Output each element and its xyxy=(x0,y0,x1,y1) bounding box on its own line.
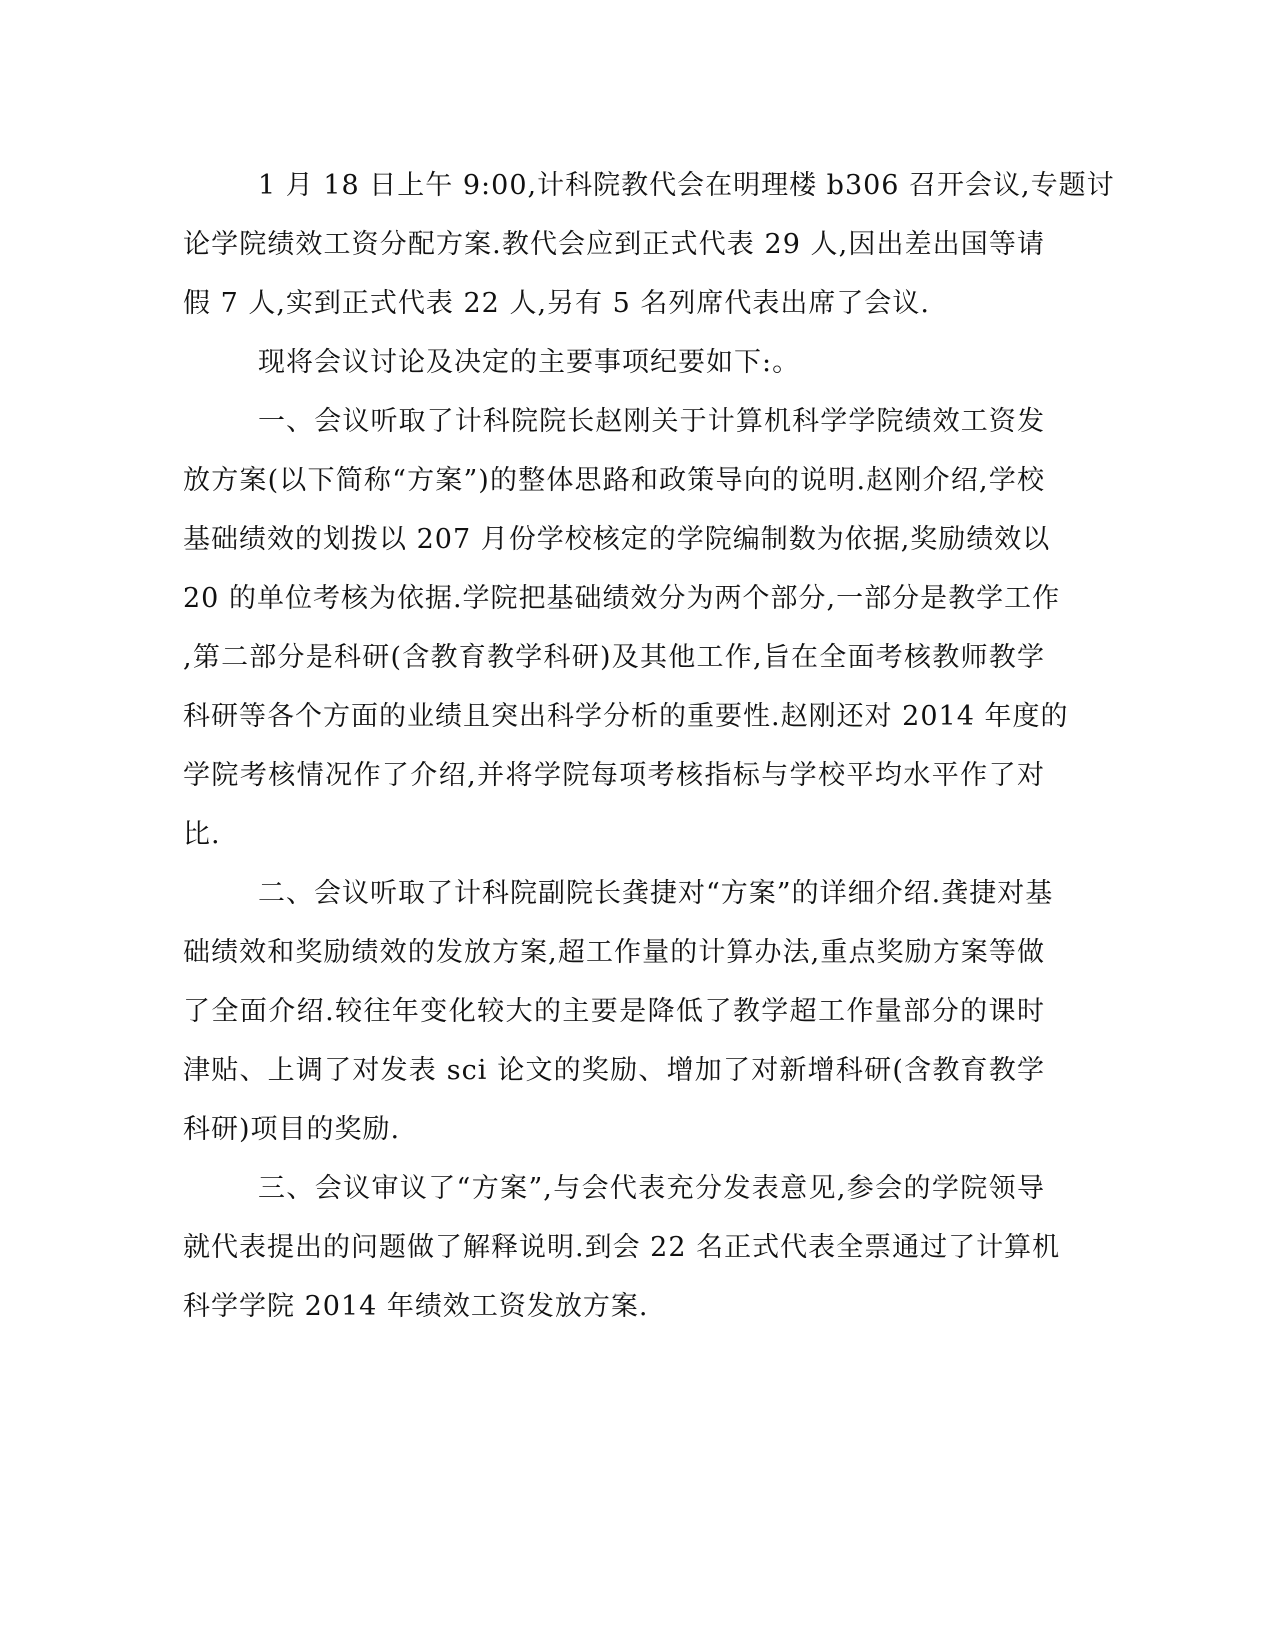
paragraph-item-two xyxy=(183,864,1054,1159)
text-line: ,第二部分是科研(含教育教学科研)及其他工作,旨在全面考核教师教学 xyxy=(183,642,1045,673)
text-line: 科研)项目的奖励. xyxy=(183,1114,401,1145)
paragraph-summary-lead xyxy=(183,333,1045,392)
text-line: 现将会议讨论及决定的主要事项纪要如下:。 xyxy=(258,347,801,378)
text-line: 学院考核情况作了介绍,并将学院每项考核指标与学校平均水平作了对 xyxy=(183,760,1045,791)
text-line: 就代表提出的问题做了解释说明.到会 22 名正式代表全票通过了计算机 xyxy=(183,1232,1061,1263)
text-line: 论学院绩效工资分配方案.教代会应到正式代表 29 人,因出差出国等请 xyxy=(183,229,1045,260)
text-line: 科学学院 2014 年绩效工资发放方案. xyxy=(183,1291,649,1322)
paragraph-item-three xyxy=(183,1159,1061,1336)
text-line: 假 7 人,实到正式代表 22 人,另有 5 名列席代表出席了会议. xyxy=(183,288,930,319)
text-line: 三、会议审议了“方案”,与会代表充分发表意见,参会的学院领导 xyxy=(258,1173,1045,1204)
paragraph-item-one xyxy=(183,392,1069,864)
text-line: 了全面介绍.较往年变化较大的主要是降低了教学超工作量部分的课时 xyxy=(183,996,1045,1027)
document-body xyxy=(183,156,1115,1336)
text-line: 放方案(以下简称“方案”)的整体思路和政策导向的说明.赵刚介绍,学校 xyxy=(183,465,1045,496)
text-line: 科研等各个方面的业绩且突出科学分析的重要性.赵刚还对 2014 年度的 xyxy=(183,701,1069,732)
text-line: 二、会议听取了计科院副院长龚捷对“方案”的详细介绍.龚捷对基 xyxy=(258,878,1054,909)
text-line: 20 的单位考核为依据.学院把基础绩效分为两个部分,一部分是教学工作 xyxy=(183,583,1061,614)
text-line: 1 月 18 日上午 9:00,计科院教代会在明理楼 b306 召开会议,专题讨 xyxy=(258,170,1115,201)
paragraph-meeting-intro xyxy=(183,156,1115,333)
text-line: 一、会议听取了计科院院长赵刚关于计算机科学学院绩效工资发 xyxy=(258,406,1045,437)
text-line: 比. xyxy=(183,819,221,850)
text-line: 础绩效和奖励绩效的发放方案,超工作量的计算办法,重点奖励方案等做 xyxy=(183,937,1045,968)
text-line: 基础绩效的划拨以 207 月份学校核定的学院编制数为依据,奖励绩效以 xyxy=(183,524,1051,555)
text-line: 津贴、上调了对发表 sci 论文的奖励、增加了对新增科研(含教育教学 xyxy=(183,1055,1045,1086)
